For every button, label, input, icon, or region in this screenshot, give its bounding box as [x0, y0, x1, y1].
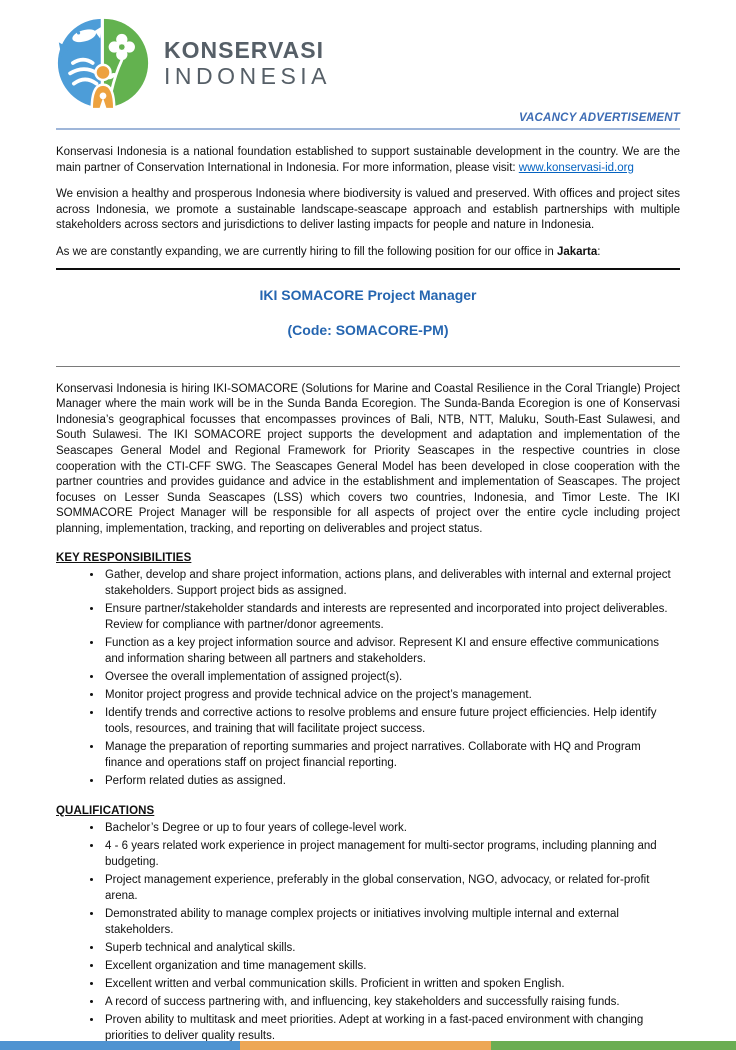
header-divider: [56, 128, 680, 130]
intro-paragraph-3-colon: :: [597, 245, 601, 258]
qualifications-heading: QUALIFICATIONS: [56, 804, 155, 817]
qualification-item: • Excellent organization and time management skills.: [103, 958, 680, 974]
intro-paragraph-3-text: As we are constantly expanding, we are currently hiring to fill the following position for our office in: [56, 245, 557, 258]
website-link[interactable]: www.konservasi-id.org: [518, 161, 634, 174]
responsibility-item: • Identify trends and corrective actions to resolve problems and ensure future project efficiencies. Help identify tools, resources, and training that will facilitate project success.: [103, 705, 680, 737]
key-responsibilities-list: [56, 567, 680, 789]
responsibility-item: • Oversee the overall implementation of assigned project(s).: [103, 669, 680, 685]
responsibility-item: • Monitor project progress and provide technical advice on the project’s management.: [103, 687, 680, 703]
konservasi-logo-icon: [56, 16, 150, 110]
qualification-item: • Proven ability to multitask and meet priorities. Adept at working in a fast-paced environment with changing priorities to deliver quality results.: [103, 1012, 680, 1044]
footer-color-bar: [0, 1041, 736, 1050]
responsibility-item: • Manage the preparation of reporting summaries and project narratives. Collaborate with HQ and Program finance and operations staff on project financial reporting.: [103, 739, 680, 771]
logo-wordmark-line2: INDONESIA: [164, 63, 332, 89]
office-location: Jakarta: [556, 245, 598, 258]
responsibility-item: • Ensure partner/stakeholder standards and interests are represented and incorporated into project deliverables. Review for compliance with partner/donor agreements.: [103, 601, 680, 633]
logo-wordmark: [164, 37, 331, 89]
qualification-item: • 4 - 6 years related work experience in project management for multi-sector programs, including planning and budgeting.: [103, 838, 680, 870]
intro-paragraph-2: We envision a healthy and prosperous Indonesia where biodiversity is valued and preserved. With offices and project sites across Indonesia, we promote a sustainable landscape-seascape approach and establish partnerships with multiple stakeholders across sectors and jurisdictions to deliver lasting impacts for people and nature in Indonesia.: [56, 188, 680, 232]
responsibility-item: • Perform related duties as assigned.: [103, 773, 680, 789]
qualification-item: • A record of success partnering with, and influencing, key stakeholders and successfully raising funds.: [103, 994, 680, 1010]
position-description: Konservasi Indonesia is hiring IKI-SOMACORE (Solutions for Marine and Coastal Resilience in the Coral Triangle) Project Manager where the main work will be in the Sunda Banda Ecoregion. The Sunda-Banda Ecoregion is one of Konservasi Indonesia’s geographical focusses that encompasses provinces of Bali, NTB, NTT, Maluku, South-East Sulawesi, and South Sulawesi. The IKI SOMACORE project supports the development and adaptation and implementation of the Seascapes General Model and Regional Framework for Priority Seascapes in the respective countries in close cooperation with the CTI-CFF SWG. The Seascapes General Model has been developed in close cooperation with the partner countries and provides guidance and advice in the establishment and implementation of Seascapes. The project focuses on Lesser Sunda Seascapes (LSS) which covers two countries, Indonesia, and Timor Leste. The IKI SOMMACORE Project Manager will be responsible for all aspects of project over the entire cycle including project planning, implementation, tracking, and reporting on deliverables and project status.: [56, 382, 680, 535]
title-divider-top: [56, 268, 680, 270]
title-divider-bottom: [56, 366, 680, 367]
footer-bar-orange-segment: [240, 1041, 491, 1050]
position-code: (Code: SOMACORE-PM): [287, 321, 449, 338]
qualifications-list: [56, 820, 680, 1044]
qualification-item: • Superb technical and analytical skills.: [103, 940, 680, 956]
key-responsibilities-heading: KEY RESPONSIBILITIES: [56, 551, 192, 564]
intro-paragraph-1-text: Konservasi Indonesia is a national foundation established to support sustainable development in the country. We are the main partner of Conservation International in Indonesia. For more information, please visit:: [56, 146, 680, 174]
responsibility-item: • Gather, develop and share project information, actions plans, and deliverables with internal and external project stakeholders. Support project bids as assigned.: [103, 567, 680, 599]
qualification-item: • Demonstrated ability to manage complex projects or initiatives involving multiple internal and external stakeholders.: [103, 906, 680, 938]
logo: [56, 15, 680, 111]
qualification-item: • Project management experience, preferably in the global conservation, NGO, advocacy, or related for-profit arena.: [103, 872, 680, 904]
intro-paragraph-1: [56, 145, 680, 176]
vacancy-advertisement-banner: VACANCY ADVERTISEMENT: [519, 112, 680, 124]
qualification-item: • Bachelor’s Degree or up to four years of college-level work.: [103, 820, 680, 836]
logo-wordmark-line1: KONSERVASI: [164, 37, 324, 63]
position-title: IKI SOMACORE Project Manager: [259, 286, 477, 303]
responsibility-item: • Function as a key project information source and advisor. Represent KI and ensure effective communications and information sharing between all partners and stakeholders.: [103, 635, 680, 667]
intro-paragraph-3: [56, 245, 680, 261]
footer-bar-blue-segment: [0, 1041, 240, 1050]
footer-bar-green-segment: [491, 1041, 736, 1050]
qualification-item: • Excellent written and verbal communication skills. Proficient in written and spoken English.: [103, 976, 680, 992]
